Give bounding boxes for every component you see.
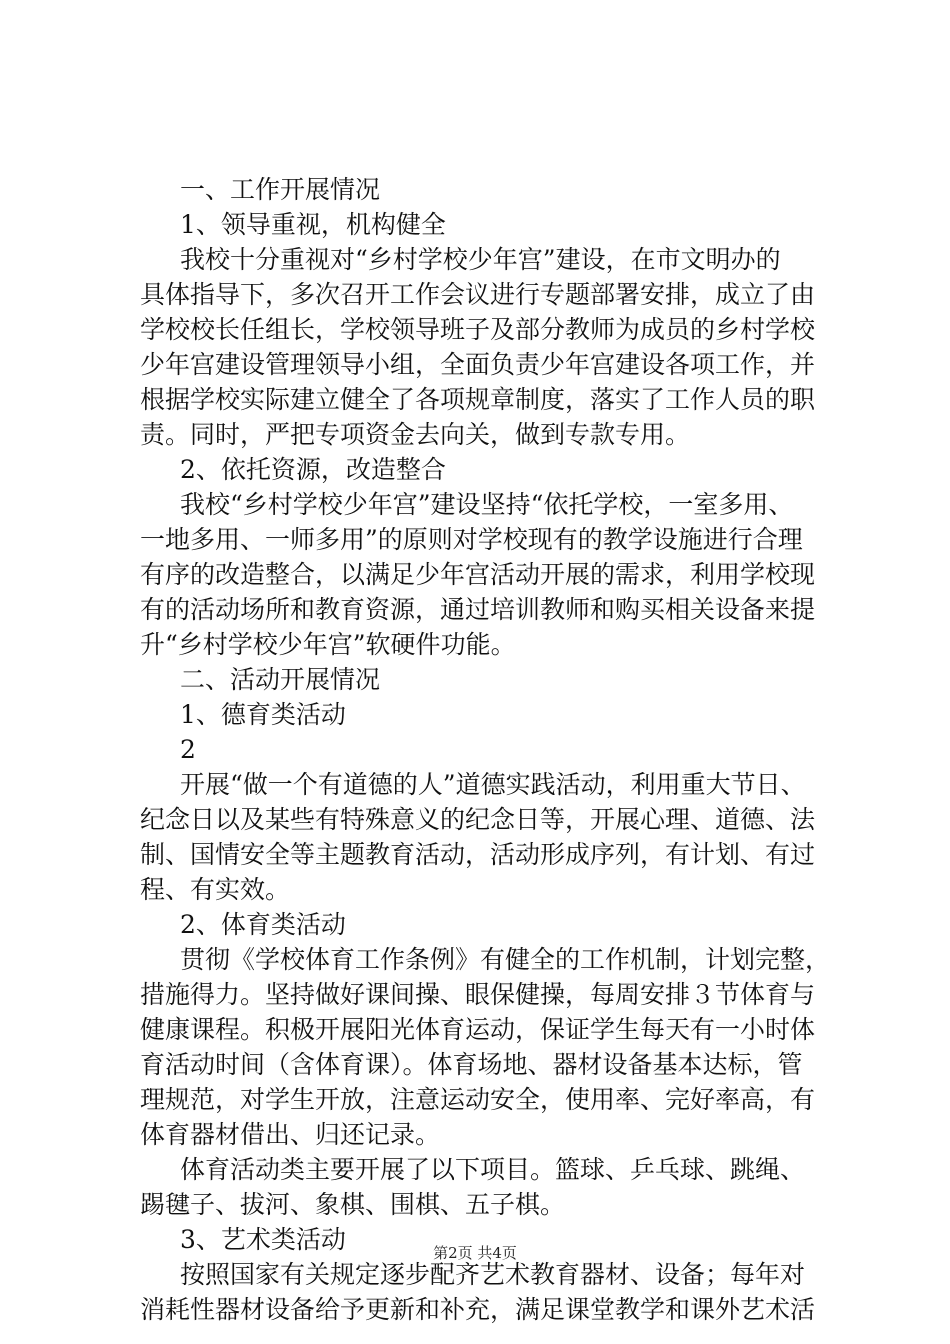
text-line: 程、有实效。 <box>140 875 291 904</box>
text-line: 健康课程。积极开展阳光体育运动，保证学生每天有一小时体 <box>140 1015 816 1044</box>
text-line: 升“乡村学校少年宫”软硬件功能。 <box>140 630 516 659</box>
text-line: 2、体育类活动 <box>180 910 346 939</box>
text-line: 按照国家有关规定逐步配齐艺术教育器材、设备；每年对 <box>180 1260 806 1289</box>
text-line: 二、活动开展情况 <box>180 665 381 694</box>
text-line: 具体指导下，多次召开工作会议进行专题部署安排，成立了由 <box>140 280 816 309</box>
text-line: 我校十分重视对“乡村学校少年宫”建设，在市文明办的 <box>180 245 781 274</box>
page-footer: 第2页 共4页 <box>433 1244 517 1262</box>
text-line: 一、工作开展情况 <box>180 175 381 204</box>
text-line: 消耗性器材设备给予更新和补充，满足课堂教学和课外艺术活 <box>140 1295 816 1324</box>
text-line: 贯彻《学校体育工作条例》有健全的工作机制，计划完整， <box>180 945 831 974</box>
text-line: 体育活动类主要开展了以下项目。篮球、乒乓球、跳绳、 <box>180 1155 806 1184</box>
text-line: 有序的改造整合，以满足少年宫活动开展的需求，利用学校现 <box>140 560 816 589</box>
text-line: 育活动时间（含体育课）。体育场地、器材设备基本达标，管 <box>140 1050 803 1079</box>
text-line: 踢毽子、拔河、象棋、围棋、五子棋。 <box>140 1190 566 1219</box>
text-line: 根据学校实际建立健全了各项规章制度，落实了工作人员的职 <box>140 385 816 414</box>
text-line: 2、依托资源，改造整合 <box>180 455 446 484</box>
text-line: 开展“做一个有道德的人”道德实践活动，利用重大节日、 <box>180 770 806 799</box>
text-line: 措施得力。坚持做好课间操、眼保健操，每周安排３节体育与 <box>140 980 816 1009</box>
text-line: 我校“乡村学校少年宫”建设坚持“依托学校，一室多用、 <box>180 490 794 519</box>
text-line: 少年宫建设管理领导小组，全面负责少年宫建设各项工作，并 <box>140 350 816 379</box>
text-line: 有的活动场所和教育资源，通过培训教师和购买相关设备来提 <box>140 595 816 624</box>
text-line: 1、领导重视，机构健全 <box>180 210 446 239</box>
text-line: 一地多用、一师多用”的原则对学校现有的教学设施进行合理 <box>140 525 803 554</box>
text-line: 学校校长任组长，学校领导班子及部分教师为成员的乡村学校 <box>140 315 816 344</box>
text-line: 1、德育类活动 <box>180 700 346 729</box>
text-line: 责。同时，严把专项资金去向关，做到专款专用。 <box>140 420 691 449</box>
text-line: 体育器材借出、归还记录。 <box>140 1120 441 1149</box>
text-line: 制、国情安全等主题教育活动，活动形成序列，有计划、有过 <box>140 840 816 869</box>
text-line: 2 <box>180 735 196 764</box>
document-body <box>140 172 840 1327</box>
text-line: 3、艺术类活动 <box>180 1225 346 1254</box>
text-line: 纪念日以及某些有特殊意义的纪念日等，开展心理、道德、法 <box>140 805 816 834</box>
text-line: 理规范，对学生开放，注意运动安全，使用率、完好率高，有 <box>140 1085 816 1114</box>
